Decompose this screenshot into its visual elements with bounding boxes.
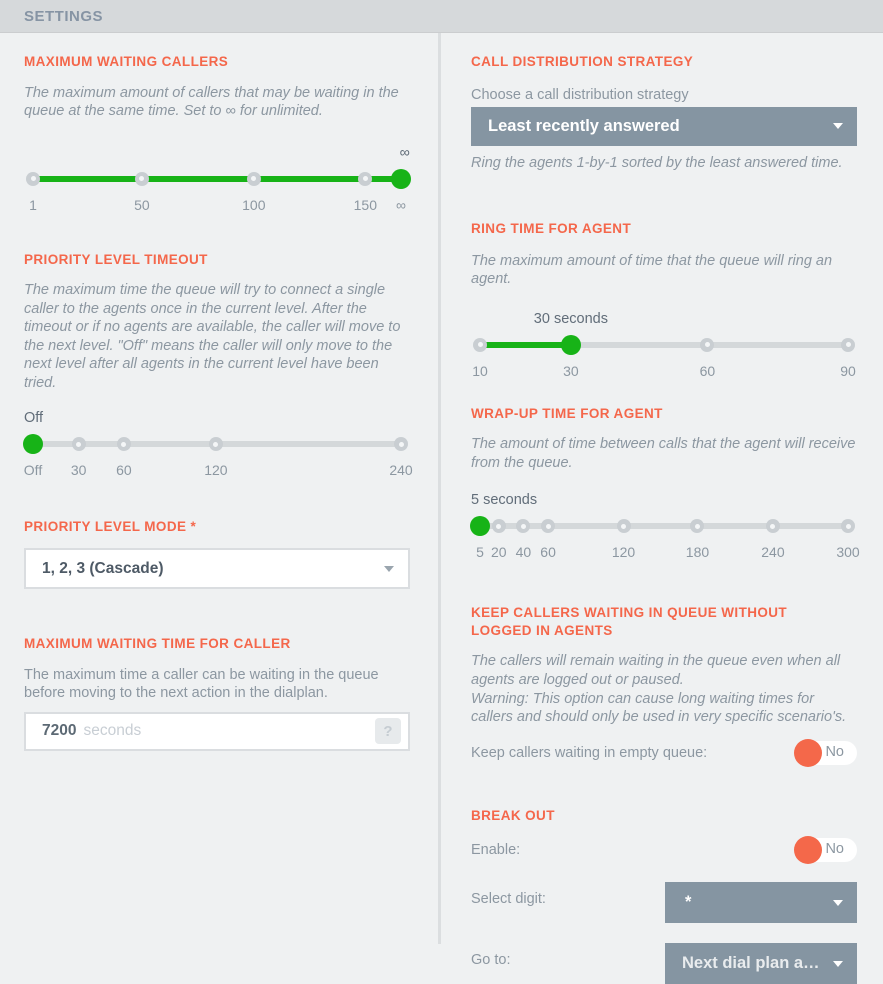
slider-tick-dot — [247, 172, 261, 186]
max-waiting-callers-slider[interactable] — [24, 145, 410, 217]
chevron-down-icon — [833, 961, 843, 967]
slider-handle[interactable] — [23, 434, 43, 454]
tick-label: ∞ — [396, 196, 406, 213]
tick-label: 20 — [490, 544, 507, 561]
slider-value-label: 5 seconds — [471, 492, 538, 509]
tick-label: 10 — [472, 362, 488, 379]
tick-label: 240 — [389, 462, 413, 479]
slider-tick-dot — [209, 437, 223, 451]
desc-priority-level-timeout: The maximum time the queue will try to connect a single caller to the agents once in the current level. After the timeout or if no agents are available, the caller will move to the next level. "Off" means the caller will only move to the next level after all agents in the current level have been tried. — [24, 282, 401, 391]
slider-tick-dot — [72, 437, 86, 451]
slider-handle[interactable] — [561, 335, 581, 355]
slider-tick-dot — [541, 519, 555, 533]
label-call-distribution: Choose a call distribution strategy — [471, 86, 689, 103]
tick-label: 60 — [699, 362, 716, 379]
slider-handle[interactable] — [470, 516, 490, 536]
tick-label: 180 — [685, 544, 710, 561]
toggle-knob[interactable] — [794, 836, 822, 864]
desc-max-waiting-time: The maximum time a caller can be waiting in the queue before moving to the next action in the dialplan. — [24, 666, 379, 702]
tick-label: 1 — [29, 196, 37, 213]
slider-track-area[interactable] — [480, 335, 848, 355]
heading-priority-level-timeout: PRIORITY LEVEL TIMEOUT — [24, 251, 208, 267]
slider-track-area[interactable] — [33, 169, 401, 189]
tick-label: 60 — [540, 544, 556, 561]
slider-tick-dot — [473, 338, 487, 352]
titlebar — [0, 0, 883, 33]
chevron-down-icon — [384, 566, 394, 572]
tick-label: Off — [23, 462, 43, 479]
break-out-goto-label: Go to: — [471, 952, 511, 969]
chevron-down-icon — [833, 123, 843, 129]
desc-keep-waiting — [471, 652, 857, 726]
selected-value: Least recently answered — [488, 116, 680, 135]
heading-wrapup-time: WRAP-UP TIME FOR AGENT — [471, 405, 663, 421]
slider-tick-dot — [841, 519, 855, 533]
break-out-goto-select[interactable] — [665, 943, 857, 984]
tick-label: 90 — [840, 362, 856, 379]
slider-tick-dot — [766, 519, 780, 533]
priority-level-mode-select[interactable] — [24, 548, 410, 589]
keep-waiting-warning: Warning: This option can cause long waiting times for callers and should only be used in very specific scenario's. — [471, 690, 847, 726]
tick-label: 50 — [134, 196, 150, 213]
slider-tick-dot — [700, 338, 714, 352]
heading-ring-time: RING TIME FOR AGENT — [471, 221, 632, 237]
slider-track-area[interactable] — [33, 434, 401, 454]
tick-label: 150 — [353, 196, 377, 213]
left-panel — [0, 33, 438, 944]
desc-wrapup-time: The amount of time between calls that the agent will receive from the queue. — [471, 436, 856, 471]
slider-fill — [480, 342, 571, 348]
tick-label: 240 — [761, 544, 785, 561]
keep-waiting-toggle-row — [471, 741, 857, 765]
break-out-goto-row — [471, 943, 857, 984]
tick-label: 5 — [476, 544, 484, 561]
keep-waiting-description: The callers will remain waiting in the queue even when all agents are logged out or paused. — [471, 653, 841, 689]
heading-keep-waiting: KEEP CALLERS WAITING IN QUEUE WITHOUT LOGGED IN AGENTS — [471, 605, 788, 638]
keep-waiting-toggle[interactable] — [797, 741, 857, 765]
heading-break-out: BREAK OUT — [471, 807, 555, 823]
tick-label: 30 — [70, 462, 87, 479]
tick-label: 60 — [116, 462, 132, 479]
heading-max-waiting-callers: MAXIMUM WAITING CALLERS — [24, 54, 229, 69]
priority-level-timeout-slider[interactable] — [23, 410, 413, 482]
slider-value-label: ∞ — [399, 144, 410, 161]
break-out-digit-row — [471, 882, 857, 923]
break-out-enable-toggle[interactable] — [797, 838, 857, 862]
heading-call-distribution: CALL DISTRIBUTION STRATEGY — [471, 54, 694, 69]
slider-tick-dot — [117, 437, 131, 451]
tick-label: 100 — [242, 196, 266, 213]
right-panel — [441, 33, 883, 973]
tick-label: 30 — [563, 362, 579, 379]
slider-track-area[interactable] — [480, 516, 848, 536]
toggle-state-label: No — [825, 743, 844, 760]
slider-tick-dot — [516, 519, 530, 533]
page-title: SETTINGS — [24, 7, 104, 25]
slider-tick-dot — [617, 519, 631, 533]
call-distribution-select[interactable] — [471, 107, 857, 146]
selected-value: 1, 2, 3 (Cascade) — [42, 559, 164, 577]
slider-tick-dot — [135, 172, 149, 186]
input-value: 7200 — [42, 722, 77, 740]
slider-tick-dot — [841, 338, 855, 352]
ring-time-slider[interactable] — [471, 311, 857, 383]
heading-max-waiting-time: MAXIMUM WAITING TIME FOR CALLER — [24, 636, 291, 652]
slider-tick-dot — [26, 172, 40, 186]
slider-value-label: Off — [24, 410, 44, 427]
help-button[interactable]: ? — [375, 718, 401, 744]
break-out-digit-label: Select digit: — [471, 891, 546, 908]
tick-label: 120 — [204, 462, 228, 479]
slider-tick-dot — [492, 519, 506, 533]
break-out-digit-select[interactable] — [665, 882, 857, 923]
slider-track[interactable] — [474, 523, 854, 529]
slider-tick-dot — [358, 172, 372, 186]
heading-priority-level-mode: PRIORITY LEVEL MODE * — [24, 519, 197, 535]
selected-value: * — [685, 893, 692, 912]
slider-handle[interactable] — [391, 169, 411, 189]
tick-label: 40 — [515, 544, 532, 561]
settings-content — [0, 33, 883, 973]
selected-value: Next dial plan a… — [682, 954, 820, 973]
desc-max-waiting-callers: The maximum amount of callers that may be waiting in the queue at the same time. Set to ∞ for unlimited. — [24, 84, 399, 120]
chevron-down-icon — [833, 900, 843, 906]
hint-call-distribution: Ring the agents 1-by-1 sorted by the least answered time. — [471, 154, 843, 171]
slider-fill — [33, 176, 401, 182]
break-out-enable-row — [471, 838, 857, 862]
slider-tick-dot — [394, 437, 408, 451]
tick-label: 120 — [611, 544, 636, 561]
input-placeholder: seconds — [83, 722, 142, 740]
break-out-enable-label: Enable: — [471, 842, 521, 859]
max-waiting-time-input[interactable] — [24, 712, 410, 751]
toggle-state-label: No — [825, 841, 844, 858]
toggle-knob[interactable] — [794, 739, 822, 767]
wrapup-time-slider[interactable] — [471, 492, 860, 564]
tick-label: 300 — [836, 544, 860, 561]
slider-value-label: 30 seconds — [533, 310, 608, 327]
keep-waiting-toggle-label: Keep callers waiting in empty queue: — [471, 744, 708, 761]
slider-tick-dot — [690, 519, 704, 533]
desc-ring-time: The maximum amount of time that the queue will ring an agent. — [471, 252, 833, 288]
